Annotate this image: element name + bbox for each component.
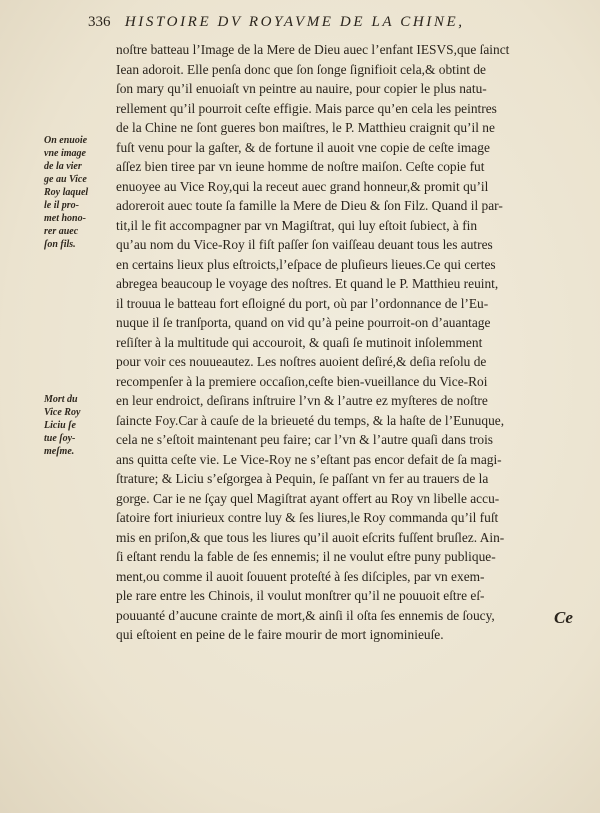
catchword: Ce [554, 608, 573, 627]
text-line: recompenſer à la premiere occaſion,ceſte bien-vueillance du Vice-Roi [116, 373, 488, 389]
text-line: ſon mary qu’il enuoiaſt vn peintre au nauire, pour copier le plus natu- [116, 81, 487, 96]
text-line: fuſt venu pour la gaſter, & de fortune il auoit vne copie de ceſte image [116, 139, 490, 155]
text-line: aſſez bien tiree par vn ieune homme de noſtre maiſon. Ceſte copie fut [116, 159, 485, 174]
margin-note-image [44, 134, 114, 251]
text-line: Iean adoroit. Elle penſa donc que ſon ſonge ſignifioit cela,& obtint de [116, 61, 486, 77]
margin-note-line: ſon fils. [44, 239, 76, 250]
text-line: adoreroit auec toute ſa famille la Mere de Dieu & ſon Filz. Quand il par- [116, 198, 503, 213]
text-line: nuque il ſe tranſporta, quand on vid qu’à peine pourroit-on d’auantage [116, 315, 491, 330]
margin-note-line: de la vier [44, 161, 82, 172]
text-line: gorge. Car ie ne ſçay quel Magiſtrat ayant offert au Roy vn libelle accu- [116, 490, 500, 506]
body-text [116, 40, 578, 645]
margin-note-line: On enuoie [44, 135, 88, 146]
text-line: ſi eſtant rendu la fable de ſes ennemis; il ne voulut eſtre puny publique- [116, 549, 496, 564]
text-line: ment,ou comme il auoit ſouuent proteſté à ſes diſciples, par vn exem- [116, 568, 485, 584]
text-line: ſatoire fort iniurieux contre luy & ſes liures,le Roy commanda qu’il fuſt [116, 510, 499, 525]
margin-note-line: met hono- [44, 213, 86, 224]
text-line: ple rare entre les Chinois, il voulut monſtrer qu’il ne pouuoit eſtre eſ- [116, 588, 485, 603]
margin-note-line: le il pro- [44, 200, 79, 211]
text-line: abregea beaucoup le voyage des noſtres. Et quand le P. Matthieu reuint, [116, 276, 499, 291]
text-line: enuoyee au Vice Roy,qui la receut auec grand honneur,& promit qu’il [116, 178, 489, 194]
margin-note-death [44, 393, 114, 458]
text-line: mis en priſon,& que tous les liures qu’il auoit eſcrits fuſſent bruſlez. Ain- [116, 529, 505, 545]
text-line: en certains lieux plus eſtroicts,l’eſpace de pluſieurs lieues.Ce qui certes [116, 256, 496, 272]
text-line: tit,il le fit accompagner par vn Magiſtrat, qui luy eſtoit ſubiect, à fin [116, 217, 478, 233]
text-line: reſiſter à la multitude qui accouroit, & quaſi ſe mutinoit inſolemment [116, 334, 483, 350]
margin-note-line: vne image [44, 148, 86, 159]
text-line: qui eſtoient en peine de le faire mourir de mort ignominieuſe. [116, 627, 444, 642]
margin-note-line: ge au Vice [44, 174, 87, 185]
text-line: pouuanté d’aucune crainte de mort,& ainſi il oſta ſes ennemis de ſoucy, [116, 607, 495, 623]
text-line: cela ne s’eſtoit maintenant peu faire; car l’vn & l’autre quaſi dans trois [116, 432, 494, 447]
margin-note-line: meſme. [44, 446, 75, 457]
text-line: il trouua le batteau fort eſloigné du port, où par l’ordonnance de l’Eu- [116, 295, 489, 311]
text-line: qu’au nom du Vice-Roy il fiſt paſſer ſon vaiſſeau deuant tous les autres [116, 237, 493, 252]
margin-note-line: rer auec [44, 226, 79, 237]
text-line: noſtre batteau l’Image de la Mere de Dieu auec l’enfant IESVS,que ſainct [116, 42, 510, 57]
page-number: 336 [88, 14, 111, 30]
text-line: ſaincte Foy.Car à cauſe de la brieueté du temps, & la haſte de l’Eunuque, [116, 412, 505, 428]
text-line: en leur endroict, deſirans inſtruire l’vn & l’autre ez myſteres de noſtre [116, 393, 488, 408]
text-line: rellement qu’il pourroit ceſte effigie. Mais parce qu’en cela les peintres [116, 100, 497, 116]
running-title: HISTOIRE DV ROYAVME DE LA CHINE, [124, 14, 465, 30]
margin-note-line: Liciu ſe [44, 420, 76, 431]
margin-note-line: tue ſoy- [44, 433, 76, 444]
margin-note-line: Vice Roy [44, 407, 81, 418]
running-header [88, 14, 588, 31]
margin-note-line: Mort du [44, 394, 78, 405]
margin-note-line: Roy laquel [44, 187, 89, 198]
text-line: ſtrature; & Liciu s’eſgorgea à Pequin, ſe paſſant vn fer au trauers de la [116, 471, 489, 486]
text-line: ans quitta ceſte vie. Le Vice-Roy ne s’eſtant pas encor defait de ſa magi- [116, 451, 502, 467]
text-line: pour voir ces nouueautez. Les noſtres auoient deſiré,& deſia reſolu de [116, 354, 487, 369]
text-line: de la Chine ne ſont gueres bon maiſtres, le P. Matthieu craignit qu’il ne [116, 120, 495, 135]
